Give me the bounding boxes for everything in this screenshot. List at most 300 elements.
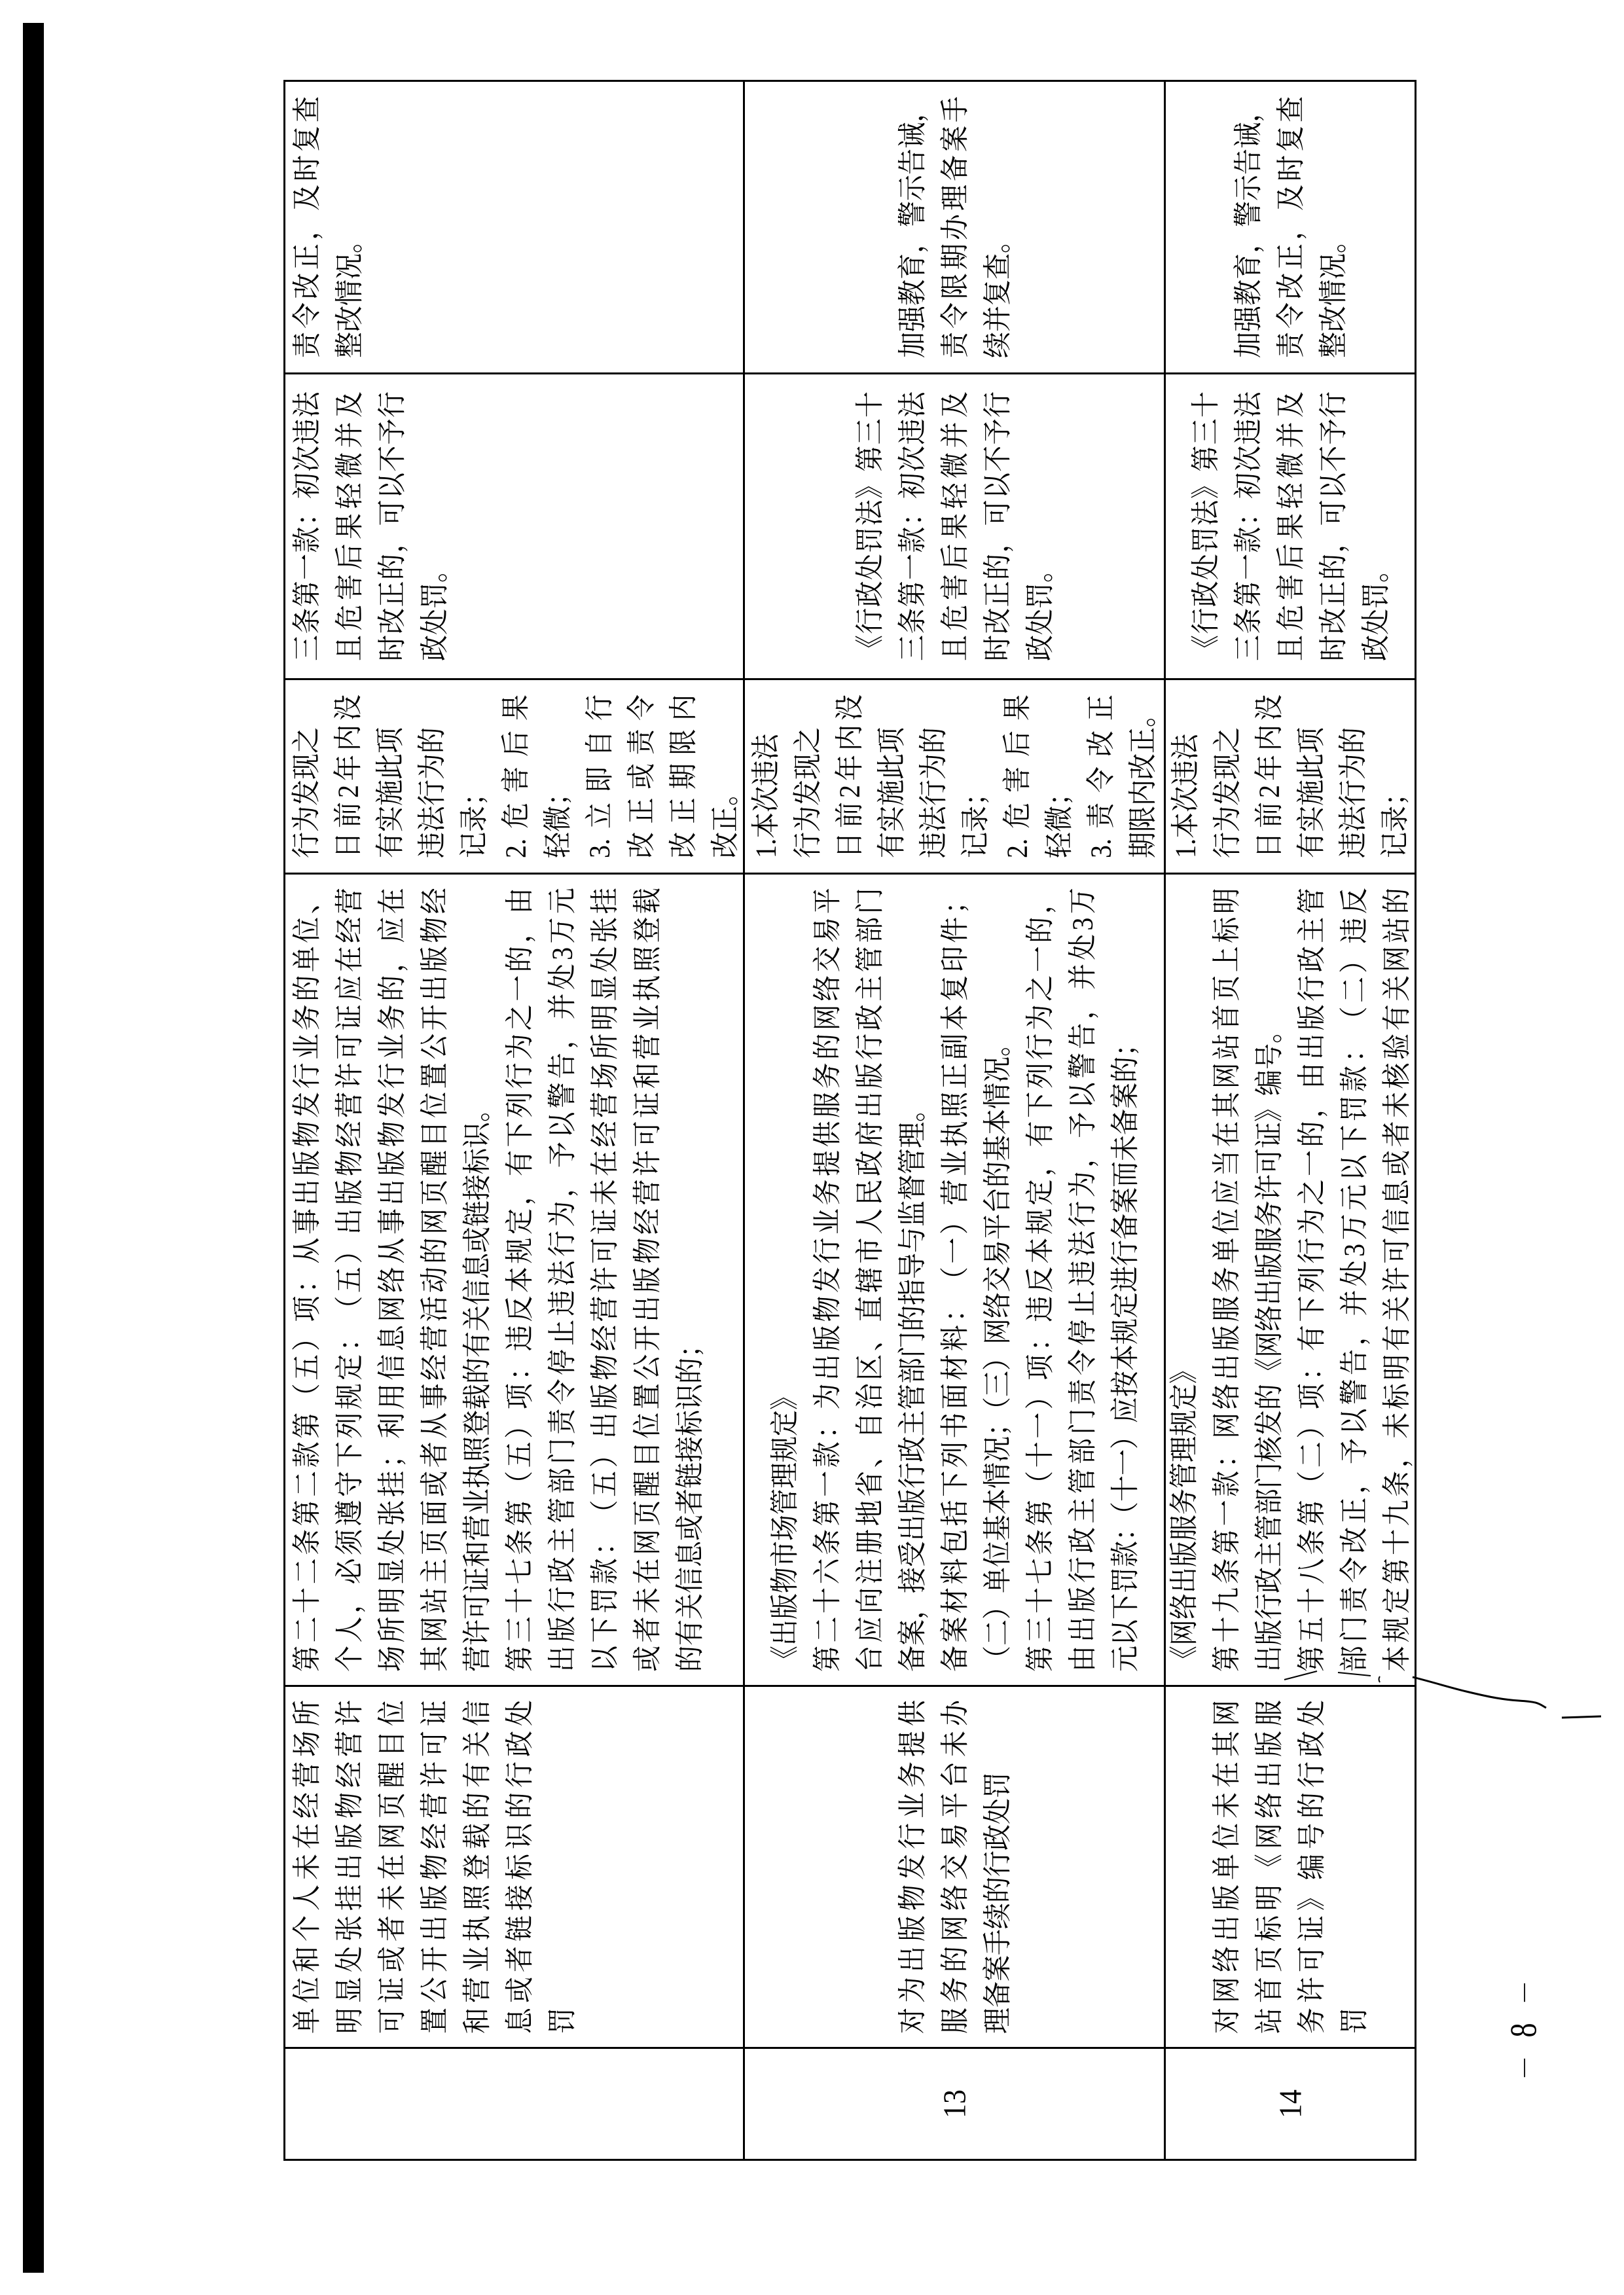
char: 位 [375, 1700, 408, 1726]
char: 轻 [333, 482, 366, 509]
char: 或 [375, 1946, 408, 1972]
char: 改 [1274, 273, 1307, 299]
char: 标 [1380, 1383, 1413, 1410]
char: ） [1295, 1412, 1328, 1439]
char: 一 [895, 554, 928, 581]
char: 为 [545, 1201, 579, 1227]
char: 部 [853, 916, 886, 943]
char: 2 [331, 785, 365, 798]
char: 查 [1274, 96, 1307, 122]
char: 违 [1337, 917, 1371, 944]
char: 经 [333, 1762, 366, 1788]
char: 经 [588, 1121, 621, 1148]
char: 十 [1295, 1587, 1328, 1614]
char: 在 [1210, 1121, 1243, 1148]
char: 条 [810, 1528, 843, 1555]
char: 平 [938, 1792, 971, 1818]
char: 关 [1380, 975, 1413, 1002]
char: 》 [1189, 473, 1221, 499]
char: 加 [895, 332, 928, 358]
char: ： [810, 1412, 843, 1439]
char: 行 [375, 391, 408, 418]
char: 出 [895, 1946, 928, 1972]
char: 法 [1189, 499, 1221, 526]
char: 款 [588, 1558, 621, 1585]
char: 列 [1295, 1267, 1328, 1293]
char: 人 [290, 1885, 323, 1911]
char: 害 [333, 574, 366, 600]
char: 页 [418, 1528, 451, 1555]
char: 警 [1337, 1379, 1371, 1405]
char: 育 [895, 253, 928, 280]
char: 3. [1084, 839, 1117, 858]
char: 条 [503, 1528, 536, 1555]
text-line [1246, 695, 1292, 858]
char: 及 [333, 391, 366, 418]
char: 易 [938, 1823, 971, 1849]
text-line: （二）单位基本情况；（三）网络交易平台的基本情况。 [981, 1030, 1013, 1672]
char: 期 [666, 763, 700, 789]
text-line [454, 1700, 501, 2034]
char: 经 [333, 916, 366, 943]
char: 项 [290, 1295, 323, 1322]
char: 加 [1231, 332, 1264, 358]
text-line [369, 391, 416, 661]
char: 时 [375, 635, 408, 661]
char: 在 [333, 946, 366, 973]
char: 示 [895, 175, 928, 201]
char: 并 [938, 422, 971, 448]
char: 或 [630, 1646, 664, 1672]
char: 证 [418, 1700, 451, 1726]
char: 予 [981, 418, 1013, 445]
char: ， [503, 916, 536, 943]
char: 限 [666, 729, 700, 755]
char: 事 [375, 1208, 408, 1235]
char: 人 [853, 1208, 886, 1235]
char: ， [545, 1171, 579, 1198]
char: 应 [1210, 1179, 1243, 1206]
char: 定 [333, 1354, 366, 1381]
char: 位 [1210, 1208, 1243, 1235]
char: 有 [460, 1762, 494, 1788]
char: 或 [1380, 1149, 1413, 1176]
char: 业 [810, 1208, 843, 1235]
char: 营 [333, 1731, 366, 1757]
char: 正 [981, 581, 1013, 607]
char: 果 [333, 513, 366, 539]
char: 经 [418, 1823, 451, 1849]
char: 网 [418, 1616, 451, 1643]
char: 改 [375, 607, 408, 634]
text-line [827, 695, 873, 858]
char: 挂 [333, 1885, 366, 1911]
char: 第 [1023, 1500, 1056, 1527]
char: 示 [1231, 175, 1264, 201]
char: 及 [1274, 185, 1307, 211]
text-line [846, 888, 893, 1672]
text-line [1224, 391, 1271, 661]
char: 一 [1023, 946, 1056, 973]
text-line: 备案，接受出版行政主管部门的指导与监督管理。 [895, 1096, 928, 1672]
char: 可 [1316, 499, 1349, 526]
char: 第 [1023, 1646, 1056, 1672]
char: 台 [938, 1762, 971, 1788]
text-line: 行为发现之 [1210, 727, 1244, 858]
text-line [581, 888, 628, 1672]
text-line [1267, 391, 1314, 661]
char: 九 [1210, 1587, 1243, 1614]
char: 案 [938, 1616, 971, 1643]
text-line [577, 695, 623, 858]
char: 处 [1066, 933, 1098, 960]
text-line: 元以下罚款：（十一）应按本规定进行备案而未备案的； [1108, 1030, 1141, 1672]
char: ： [588, 1528, 621, 1555]
char: 止 [545, 1319, 579, 1346]
char: 公 [418, 1033, 451, 1060]
char: 果 [938, 513, 971, 539]
char: 告 [1337, 1349, 1371, 1376]
char: ， [1023, 888, 1056, 914]
char: 出 [545, 1646, 579, 1672]
char: 单 [1210, 1854, 1243, 1880]
text-line: 违法行为的 [1336, 727, 1369, 858]
char: 部 [1337, 1646, 1371, 1672]
char: 十 [1189, 391, 1221, 418]
violation-cell [285, 1685, 745, 2047]
char: 正 [375, 581, 408, 607]
char: 下 [1023, 1091, 1056, 1118]
char: 款 [1337, 1066, 1371, 1093]
char: 可 [1380, 1237, 1413, 1264]
char: 活 [418, 1295, 451, 1322]
text-line [931, 1700, 978, 2034]
char: 网 [810, 1004, 843, 1031]
text-line [369, 1700, 416, 2034]
char: 《 [853, 635, 886, 661]
char: ） [1023, 1383, 1056, 1410]
char: 处 [1295, 1700, 1328, 1726]
char: 出 [1252, 1762, 1286, 1788]
text-line: 《出版物市场管理规定》 [768, 1384, 801, 1672]
char: 为 [1295, 1208, 1328, 1235]
char: 开 [418, 1004, 451, 1031]
char: 明 [375, 1587, 408, 1614]
char: 有 [503, 1149, 536, 1176]
char: 由 [1066, 1646, 1098, 1672]
char: 明 [333, 2008, 366, 2034]
char: 二 [1295, 1441, 1328, 1468]
char: 微 [333, 452, 366, 479]
char: 在 [1210, 1762, 1243, 1788]
char: 动 [418, 1267, 451, 1293]
char: 第 [1210, 1528, 1243, 1555]
char: 违 [290, 418, 323, 445]
conditions-cell [745, 678, 1166, 873]
char: 许 [333, 1062, 366, 1089]
char: 或 [418, 1470, 451, 1497]
char: 次 [1231, 445, 1264, 472]
char: 正 [1316, 581, 1349, 607]
char: 可 [588, 1237, 621, 1264]
char: 可 [418, 1731, 451, 1757]
char: 诫 [895, 122, 928, 149]
char: ） [588, 1441, 621, 1468]
char: 业 [938, 1149, 971, 1176]
char: 行 [810, 1237, 843, 1264]
char: 行 [503, 1062, 536, 1089]
char: 未 [290, 1854, 323, 1880]
char: 业 [460, 1946, 494, 1972]
text-line: 的有关信息或者链接标识的； [673, 1331, 706, 1672]
char: 三 [1189, 418, 1221, 445]
char: 行 [981, 391, 1013, 418]
char: 提 [810, 1149, 843, 1176]
char: 信 [1380, 1208, 1413, 1235]
char: 定 [1380, 1587, 1413, 1614]
char: 十 [810, 1587, 843, 1614]
char: 许 [333, 1700, 366, 1726]
char: 经 [333, 1121, 366, 1148]
char: 省 [853, 1470, 886, 1497]
char: 可 [981, 499, 1013, 526]
char: 及 [1274, 391, 1307, 418]
char: 所 [290, 1700, 323, 1726]
char: 令 [1274, 302, 1307, 329]
char: 政 [503, 1731, 536, 1757]
text-line: 记录； [1378, 780, 1411, 858]
char: 链 [503, 1915, 536, 1942]
char: 规 [503, 1237, 536, 1264]
char: 目 [375, 1731, 408, 1757]
char: 接 [503, 1885, 536, 1911]
char: 2. [1000, 839, 1034, 858]
char: 且 [333, 635, 366, 661]
char: 息 [503, 2008, 536, 2034]
char: 》 [1295, 1885, 1328, 1911]
char: 位 [630, 1412, 664, 1439]
char: 条 [290, 607, 323, 634]
char: 违 [545, 1290, 579, 1316]
char: 列 [938, 1441, 971, 1468]
char: 或 [503, 1977, 536, 2003]
char: 第 [810, 1646, 843, 1672]
char: ） [333, 1237, 366, 1264]
char: 应 [375, 916, 408, 943]
char: 标 [1252, 1915, 1286, 1942]
char: 2 [1252, 785, 1286, 798]
char: 三 [1231, 635, 1264, 661]
char: 定 [503, 1208, 536, 1235]
char: 款 [1210, 1470, 1243, 1497]
text-line: 营许可证和营业执照登载的有关信息或链接标识。 [460, 1096, 494, 1672]
text-line [660, 695, 706, 858]
char: 交 [810, 946, 843, 973]
text-line [931, 391, 978, 661]
char: 提 [895, 1731, 928, 1757]
penalty-table [283, 80, 1416, 2161]
char: ， [1337, 1468, 1371, 1494]
text-line [1288, 888, 1335, 1672]
char: 及 [290, 185, 323, 211]
text-line [493, 695, 539, 858]
char: 物 [418, 916, 451, 943]
char: 可 [630, 1121, 664, 1148]
char: 为 [503, 1033, 536, 1060]
char: 平 [810, 888, 843, 914]
char: 下 [1295, 1295, 1328, 1322]
char: 下 [333, 1441, 366, 1468]
char: 者 [418, 1441, 451, 1468]
text-line: 轻微； [541, 780, 574, 858]
text-line: 违法行为的 [916, 727, 950, 858]
text-line [496, 1700, 543, 2034]
char: 七 [503, 1558, 536, 1585]
char: 以 [588, 1646, 621, 1672]
char: 、 [853, 1325, 886, 1352]
char: 正 [938, 1062, 971, 1089]
char: ： [1337, 1036, 1371, 1062]
char: 营 [588, 1091, 621, 1118]
text-line [1246, 1700, 1293, 2034]
char: 版 [1066, 1586, 1098, 1613]
char: 标 [1210, 916, 1243, 943]
char: ） [290, 1325, 323, 1352]
char: 经 [630, 1208, 664, 1235]
char: 未 [1380, 1091, 1413, 1118]
char: 时 [981, 635, 1013, 661]
char: 行 [1066, 1201, 1098, 1227]
char: 并 [545, 993, 579, 1020]
char: 没 [331, 695, 365, 721]
char: 规 [1380, 1616, 1413, 1643]
char: 期 [938, 244, 971, 270]
char: 所 [588, 1033, 621, 1060]
char: 物 [895, 1885, 928, 1911]
char: 从 [290, 1237, 323, 1264]
char: ， [375, 526, 408, 553]
text-line [803, 888, 850, 1672]
char: 条 [1023, 1528, 1056, 1555]
char: 改 [981, 607, 1013, 634]
char: 三 [503, 1616, 536, 1643]
char: 许 [630, 1149, 664, 1176]
char: ， [375, 946, 408, 973]
char: 政 [1295, 1731, 1328, 1757]
char: 处 [1189, 554, 1221, 581]
char: 七 [1023, 1558, 1056, 1585]
char: 违 [1231, 418, 1264, 445]
char: （ [333, 1295, 366, 1322]
char: 照 [630, 946, 664, 973]
char: 3 [1337, 1243, 1371, 1257]
char: 本 [1023, 1237, 1056, 1264]
char: 》 [853, 473, 886, 499]
char: 、 [853, 1441, 886, 1468]
page-number [1498, 1983, 1549, 2077]
char: 营 [418, 1792, 451, 1818]
char: 罚 [1189, 526, 1221, 553]
char: 的 [810, 1033, 843, 1060]
text-line: 有实施此项 [875, 727, 908, 858]
char: （ [1295, 1470, 1328, 1497]
char: 时 [1274, 155, 1307, 181]
char: 第 [895, 581, 928, 607]
text-line [496, 888, 543, 1672]
char: 警 [1231, 201, 1264, 227]
char: 害 [1274, 574, 1307, 600]
char: 不 [1316, 445, 1349, 472]
char: 信 [375, 1354, 408, 1381]
char: 主 [1066, 1497, 1098, 1524]
char: 前 [331, 802, 365, 828]
char: ： [1231, 499, 1264, 526]
char: 正 [290, 244, 323, 270]
char: 政 [853, 1149, 886, 1176]
page-number-right-dash: — [1509, 1983, 1536, 2002]
char: 服 [1210, 1295, 1243, 1322]
char: 开 [418, 1946, 451, 1972]
char: 出 [333, 1208, 366, 1235]
char: 物 [588, 1354, 621, 1381]
char: 处 [545, 964, 579, 990]
char: 门 [853, 888, 886, 914]
char: ： [503, 1354, 536, 1381]
char: 版 [1210, 1325, 1243, 1352]
char: 未 [375, 1885, 408, 1911]
char: 有 [1380, 1325, 1413, 1352]
char: 行 [545, 1586, 579, 1613]
char: 第 [810, 1500, 843, 1527]
char: ： [290, 499, 323, 526]
char: 市 [853, 1237, 886, 1264]
char: 页 [418, 1179, 451, 1206]
char: 出 [418, 975, 451, 1002]
char: 次 [290, 445, 323, 472]
char: 经 [588, 1325, 621, 1352]
char: 五 [333, 1267, 366, 1293]
char: 明 [1252, 1885, 1286, 1911]
char: 行 [853, 607, 886, 634]
char: 的 [1023, 916, 1056, 943]
char: 行 [503, 1762, 536, 1788]
char: 十 [1380, 1528, 1413, 1555]
char: 在 [588, 1149, 621, 1176]
char: 验 [1380, 1033, 1413, 1060]
char: 的 [1295, 1121, 1328, 1148]
text-line [326, 391, 373, 661]
char: 责 [545, 1408, 579, 1435]
char: 网 [1210, 1412, 1243, 1439]
text-line: 1.本次违法 [749, 734, 782, 858]
text-line [1373, 888, 1420, 1672]
char: 办 [938, 1700, 971, 1726]
char: 管 [1295, 888, 1328, 914]
conditions-cell [285, 678, 745, 873]
char: 令 [1066, 1349, 1098, 1376]
char: 出 [630, 1295, 664, 1322]
char: 版 [853, 1062, 886, 1089]
char: 络 [938, 1885, 971, 1911]
char: 物 [375, 1121, 408, 1148]
char: 在 [290, 1823, 323, 1849]
char: ： [333, 1325, 366, 1352]
char: 警 [895, 201, 928, 227]
char: 法 [1231, 391, 1264, 418]
char: 络 [375, 1267, 408, 1293]
text-line [846, 391, 893, 661]
char: 行 [1066, 1557, 1098, 1583]
